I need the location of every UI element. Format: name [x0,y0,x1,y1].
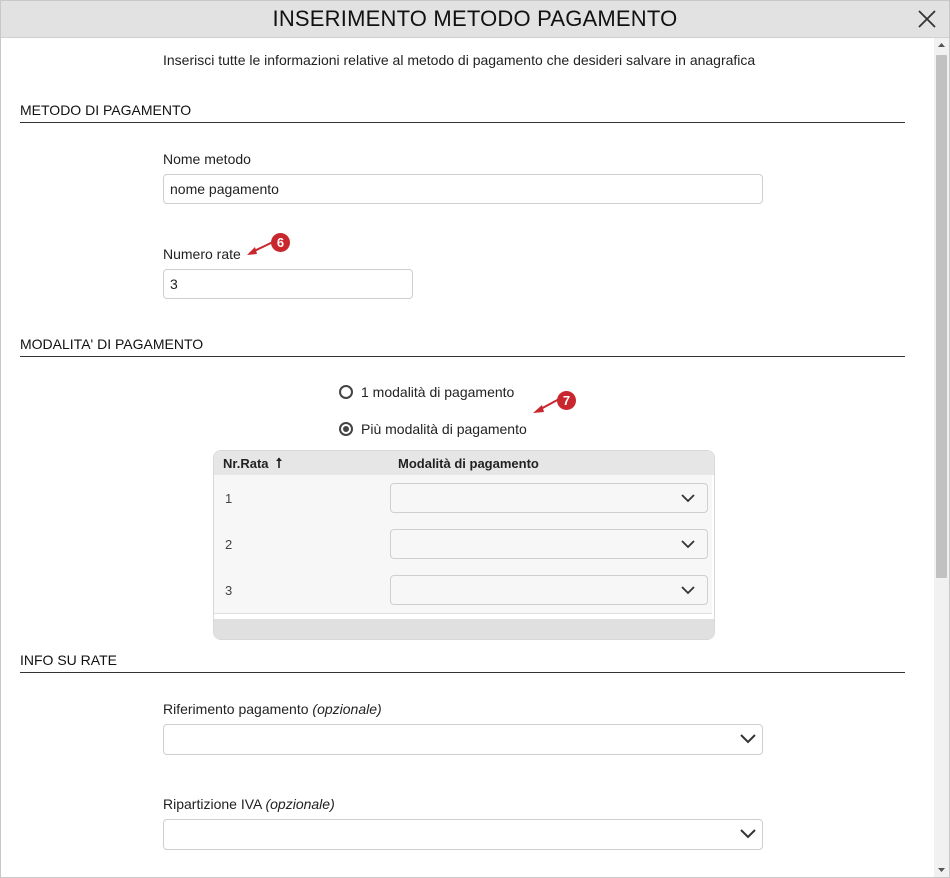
table-row [214,567,712,614]
grid-header [214,451,714,475]
title-bar [1,1,949,38]
annotation-marker-7: 7 [557,391,576,410]
row-number: 2 [225,537,233,552]
riferimento-select[interactable] [163,724,763,755]
chevron-down-icon [681,540,695,549]
radio-circle-icon [339,385,353,399]
sort-arrow-up-icon [275,457,283,469]
row-number: 1 [225,491,233,506]
modalita-select[interactable] [390,529,708,559]
radio-single-modality[interactable] [339,384,514,400]
numero-rate-label: Numero rate [163,246,241,262]
vertical-scrollbar[interactable] [934,38,949,877]
section-title-modalita: MODALITA' DI PAGAMENTO [20,336,905,357]
optional-hint: (opzionale) [265,796,335,812]
iva-select[interactable] [163,819,763,850]
scrollbar-thumb[interactable] [936,55,947,578]
intro-text: Inserisci tutte le informazioni relative al metodo di pagamento che desideri salvare in anagrafica [163,52,756,68]
column-header-nr-rata[interactable] [223,456,283,471]
modalita-select[interactable] [390,575,708,605]
section-title-info-rate: INFO SU RATE [20,652,905,673]
riferimento-label-text: Riferimento pagamento [163,701,309,717]
scroll-up-icon[interactable] [934,38,949,53]
riferimento-label [163,701,382,717]
modalita-select[interactable] [390,483,708,513]
iva-label-text: Ripartizione IVA [163,796,262,812]
scroll-down-icon[interactable] [934,862,949,877]
close-icon[interactable] [917,9,937,29]
dialog-title: INSERIMENTO METODO PAGAMENTO [272,6,678,31]
column-header-modalita: Modalità di pagamento [398,456,539,471]
section-title-metodo: METODO DI PAGAMENTO [20,102,905,123]
grid-footer [214,619,714,639]
chevron-down-icon [740,829,756,839]
nome-metodo-input[interactable] [163,174,763,204]
chevron-down-icon [681,494,695,503]
radio-label: Più modalità di pagamento [361,421,527,437]
rate-grid [213,450,715,640]
radio-label: 1 modalità di pagamento [361,384,515,400]
numero-rate-input[interactable] [163,269,413,299]
annotation-marker-6: 6 [271,233,290,252]
row-number: 3 [225,583,233,598]
dialog-content [1,38,934,877]
iva-label [163,796,335,812]
table-row [214,475,712,522]
table-row [214,521,712,568]
chevron-down-icon [740,734,756,744]
radio-circle-selected-icon [339,422,353,436]
chevron-down-icon [681,586,695,595]
column-header-label: Nr.Rata [223,456,269,471]
nome-metodo-label: Nome metodo [163,151,251,167]
radio-multiple-modality[interactable] [339,421,527,437]
optional-hint: (opzionale) [312,701,382,717]
